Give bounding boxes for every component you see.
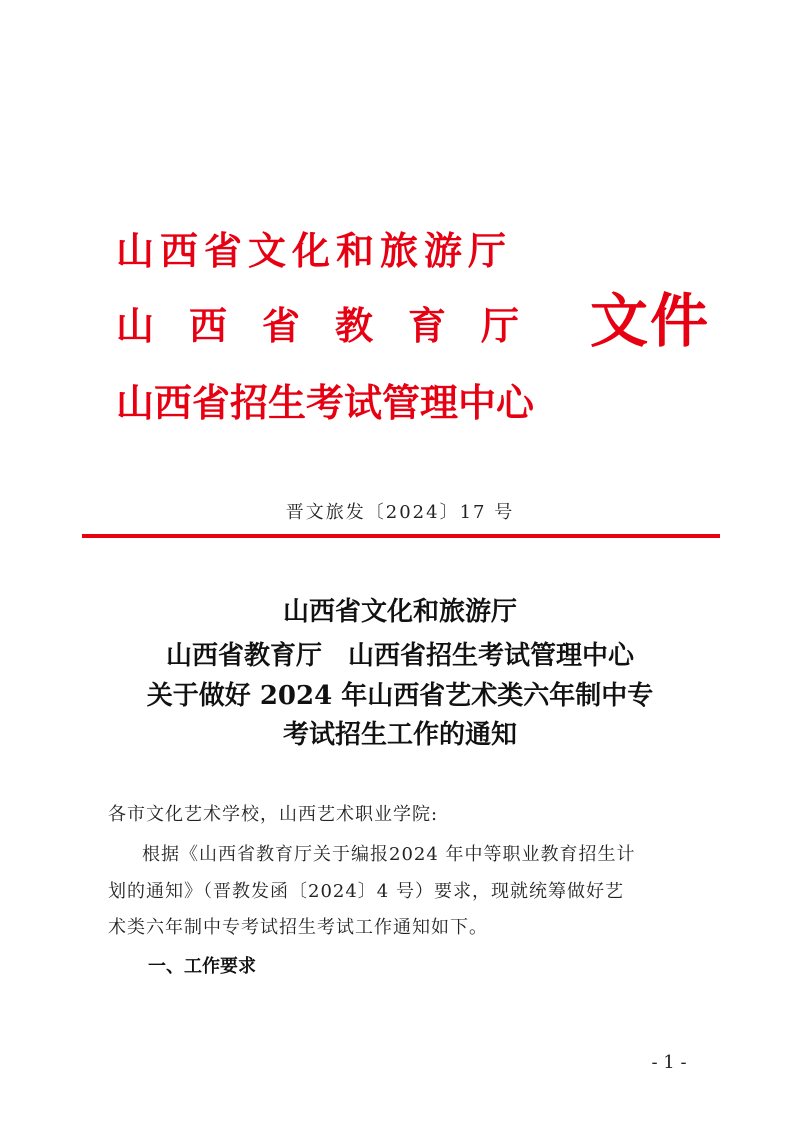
issuing-agency-culture-tourism: 山西省文化和旅游厅 [116,228,513,273]
paragraph-line-3: 术类六年制中专考试招生考试工作通知如下。 [108,917,488,938]
title-line-3: 关于做好 2024 年山西省艺术类六年制中专 [146,681,654,711]
salutation: 各市文化艺术学校，山西艺术职业学院: [108,804,439,825]
document-suffix: 文件 [590,287,711,355]
title-line-4: 考试招生工作的通知 [282,720,517,750]
issuing-agency-education: 山西省教育厅 [116,303,555,348]
document-number: 晋文旅发〔2024〕17 号 [285,502,515,523]
paragraph-line-1: 根据《山西省教育厅关于编报2024 年中等职业教育招生计 [142,844,636,865]
red-divider-line [82,534,720,538]
paragraph-line-2: 划的通知》（晋教发函〔2024〕4 号）要求，现就统筹做好艺 [108,881,624,902]
title-line-2: 山西省教育厅 山西省招生考试管理中心 [165,641,634,671]
issuing-agency-admissions-center: 山西省招生考试管理中心 [116,380,535,425]
page-number: - 1 - [651,1052,687,1073]
title-line-1: 山西省文化和旅游厅 [282,597,517,627]
section-heading: 一、工作要求 [148,956,256,977]
